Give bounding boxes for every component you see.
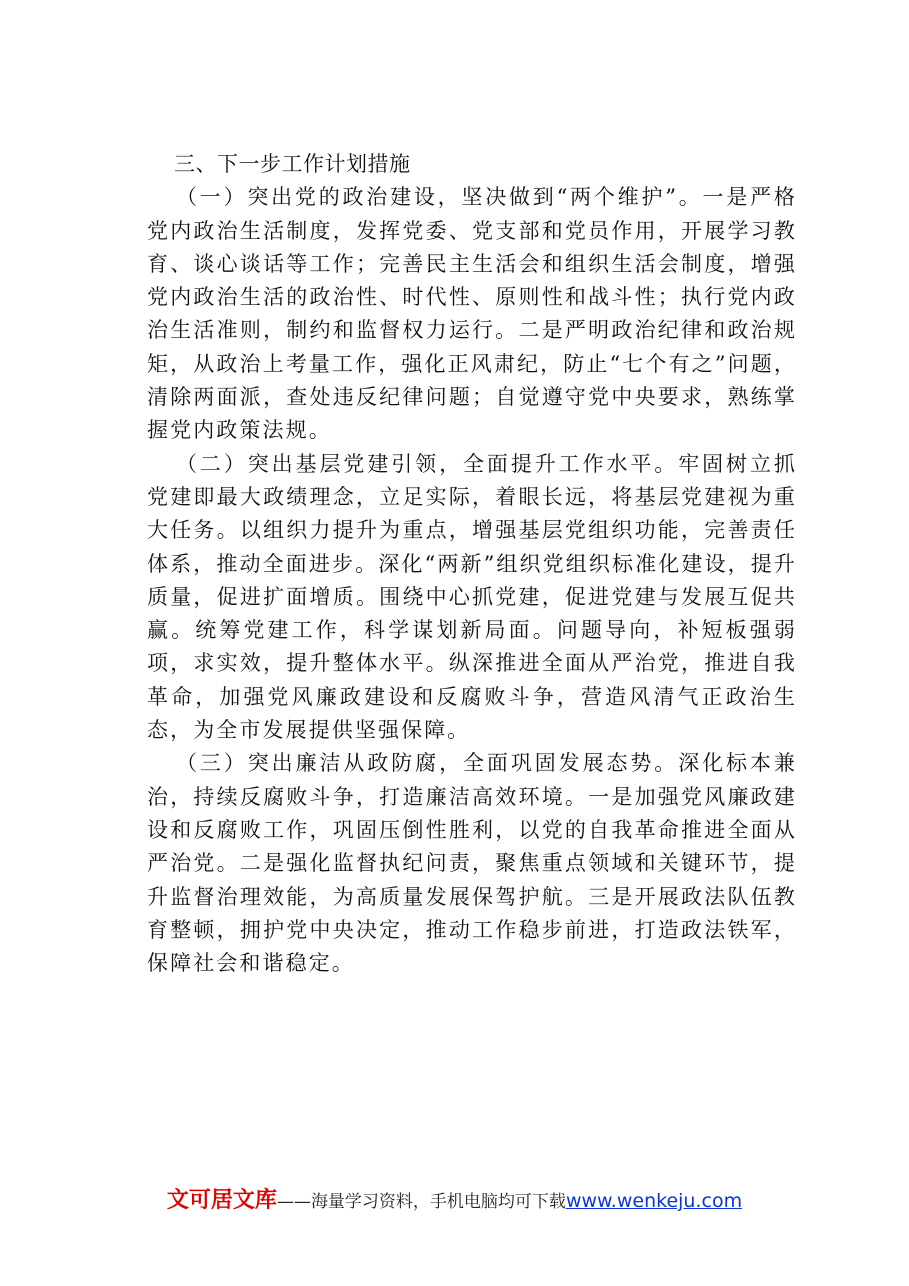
brand-name: 文可居文库 (166, 1188, 277, 1213)
paragraph-2: （二）突出基层党建引领，全面提升工作水平。牢固树立抓党建即最大政绩理念，立足实际，着眼长远，将基层党建视为重大任务。以组织力提升为重点，增强基层党组织功能，完善责任体系，推动全面进步。深化“两新”组织党组织标准化建设，提升质量，促进扩面增质。围绕中心抓党建，促进党建与发展互促共赢。统筹党建工作，科学谋划新局面。问题导向，补短板强弱项，求实效，提升整体水平。纵深推进全面从严治党，推进自我革命，加强党风廉政建设和反腐败斗争，营造风清气正政治生态，为全市发展提供坚强保障。 (147, 451, 797, 743)
paragraph-1: （一）突出党的政治建设，坚决做到“两个维护”。一是严格党内政治生活制度，发挥党委、党支部和党员作用，开展学习教育、谈心谈话等工作；完善民主生活会和组织生活会制度，增强党内政治生活的政治性、时代性、原则性和战斗性；执行党内政治生活准则，制约和监督权力运行。二是严明政治纪律和政治规矩，从政治上考量工作，强化正风肃纪，防止“七个有之”问题，清除两面派，查处违反纪律问题；自觉遵守党中央要求，熟练掌握党内政策法规。 (147, 185, 797, 443)
footer-tagline: ——海量学习资料，手机电脑均可下载 (276, 1192, 566, 1212)
section-heading: 三、下一步工作计划措施 (174, 152, 411, 176)
document-body (147, 148, 797, 980)
website-link[interactable]: www.wenkeju.com (565, 1190, 743, 1212)
footer-watermark (0, 1183, 909, 1214)
paragraph-3: （三）突出廉洁从政防腐，全面巩固发展态势。深化标本兼治，持续反腐败斗争，打造廉洁高效环境。一是加强党风廉政建设和反腐败工作，巩固压倒性胜利，以党的自我革命推进全面从严治党。二是强化监督执纪问责，聚焦重点领域和关键环节，提升监督治理效能，为高质量发展保驾护航。三是开展政法队伍教育整顿，拥护党中央决定，推动工作稳步前进，打造政法铁军，保障社会和谐稳定。 (147, 751, 797, 976)
